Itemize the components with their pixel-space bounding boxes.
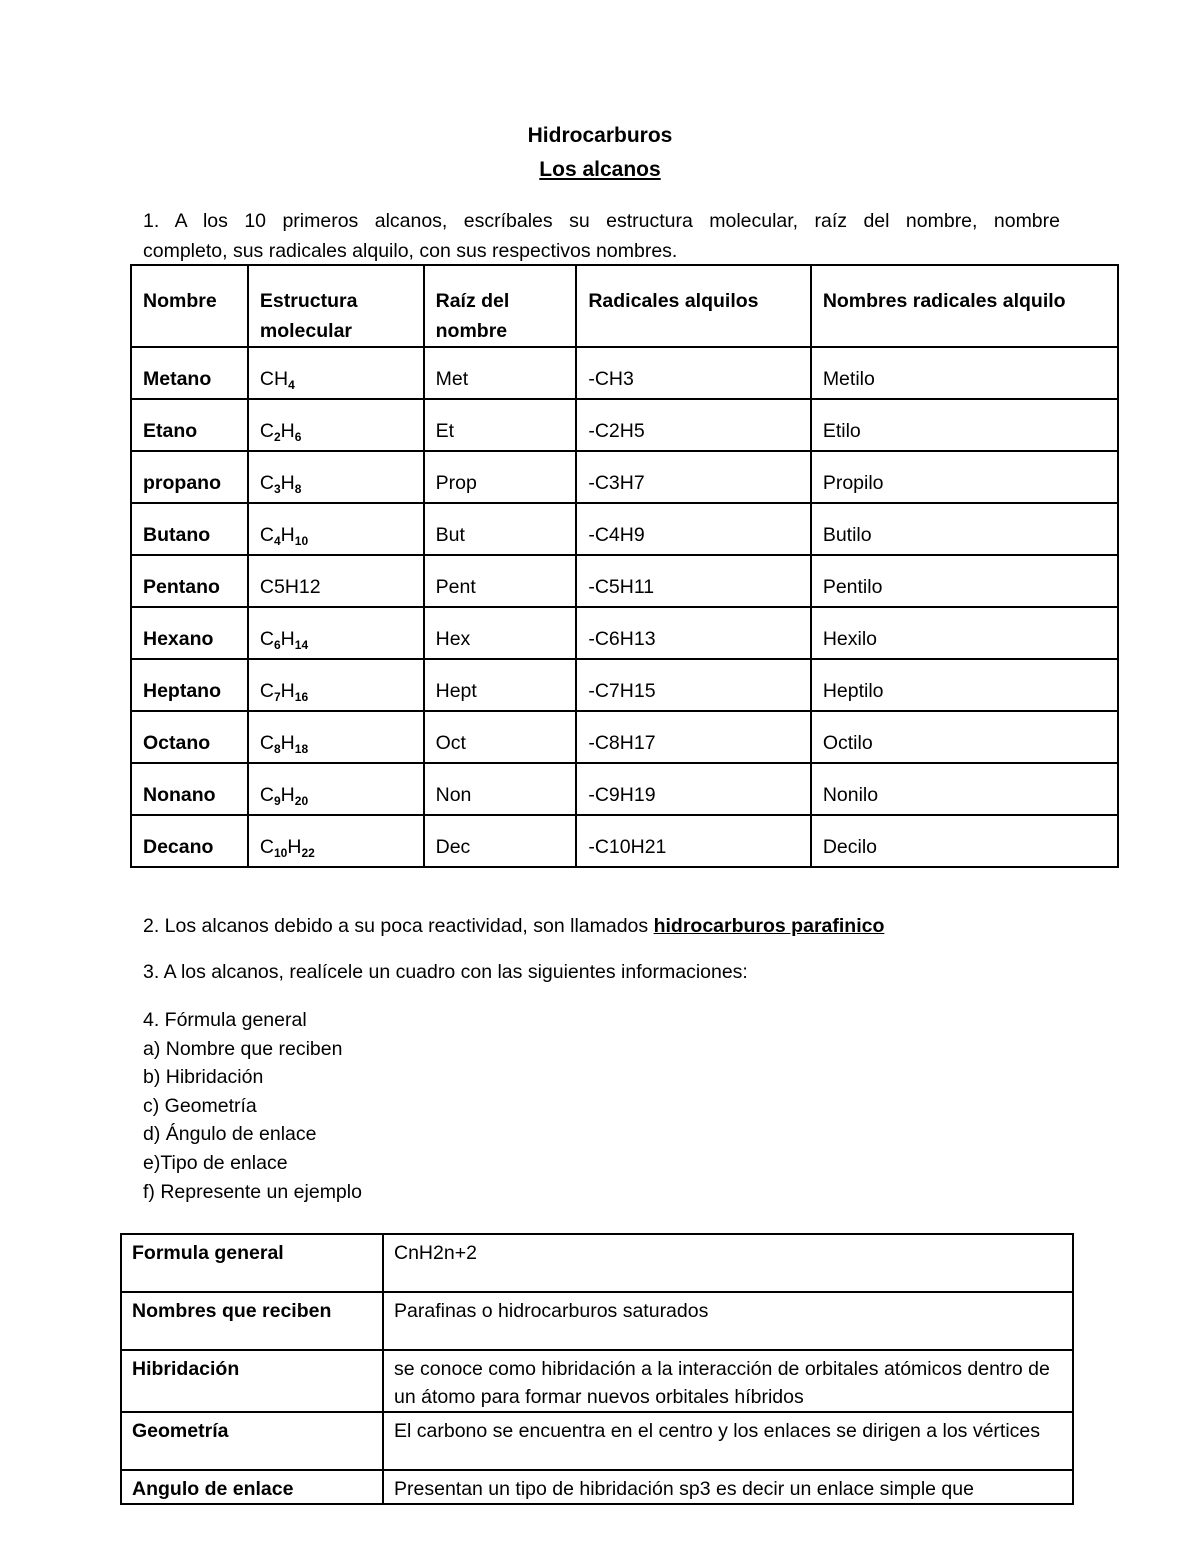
alkane-root-cell: Dec [424,815,577,867]
alkane-root-cell: Hept [424,659,577,711]
alkane-info-table [120,1233,1074,1505]
table-row [131,659,1118,711]
alkane-formula-cell [248,399,424,451]
alkane-name-cell: Nonano [131,763,248,815]
alkane-root-cell: Prop [424,451,577,503]
formula-element: H [280,420,295,442]
alkane-formula-cell [248,815,424,867]
question-1 [143,206,1060,266]
document-title: Hidrocarburos [527,124,673,147]
alkanes-table [130,264,1119,868]
alkane-name-cell: propano [131,451,248,503]
header-raiz-line-2: nombre [435,320,508,342]
question-1-line-2: completo, sus radicales alquilo, con sus respectivos nombres. [143,240,678,262]
formula-subscript: 8 [294,482,302,496]
formula-subscript: 16 [294,690,309,704]
table-row [121,1350,1073,1412]
alkyl-radical-name-cell: Propilo [811,451,1118,503]
formula-subscript: 4 [273,534,281,548]
info-value-cell: Presentan un tipo de hibridación sp3 es decir un enlace simple que [383,1470,1073,1504]
question-2 [143,912,884,940]
alkyl-radical-name-cell: Hexilo [811,607,1118,659]
alkane-root-cell: Oct [424,711,577,763]
alkane-name-cell: Hexano [131,607,248,659]
formula-element: C [259,628,274,650]
formula-element: C [259,680,274,702]
list-item: a) Nombre que reciben [143,1037,343,1060]
alkyl-radical-name-cell: Etilo [811,399,1118,451]
alkyl-radical-cell: -C10H21 [576,815,810,867]
info-value-cell: Parafinas o hidrocarburos saturados [383,1292,1073,1350]
alkane-root-cell: Hex [424,607,577,659]
table-row [131,763,1118,815]
alkyl-radical-cell: -C8H17 [576,711,810,763]
table-row [131,815,1118,867]
alkyl-radical-name-cell: Metilo [811,347,1118,399]
list-item: e)Tipo de enlace [143,1151,288,1174]
header-raiz [424,265,577,347]
formula-subscript: 7 [273,690,281,704]
question-3: 3. A los alcanos, realícele un cuadro con las siguientes informaciones: [143,961,748,983]
formula-subscript: 18 [294,742,309,756]
formula-subscript: 20 [294,794,309,808]
formula-element: H [280,472,295,494]
formula-subscript: 6 [294,430,302,444]
alkane-root-cell: Non [424,763,577,815]
formula-element: C [259,836,274,858]
alkyl-radical-cell: -C4H9 [576,503,810,555]
formula-element: C [259,524,274,546]
alkyl-radical-cell: -C3H7 [576,451,810,503]
header-estructura-line-1: Estructura [259,290,358,312]
table-row [121,1292,1073,1350]
formula-element: H [280,628,295,650]
question-2-text: 2. Los alcanos debido a su poca reactividad, son llamados [143,915,654,937]
formula-element: C [259,368,274,390]
alkane-formula-cell [248,711,424,763]
alkane-name-cell: Metano [131,347,248,399]
alkane-formula-cell [248,555,424,607]
formula-element: H [280,784,295,806]
alkane-root-cell: Et [424,399,577,451]
alkyl-radical-cell: -C7H15 [576,659,810,711]
formula-subscript: 8 [273,742,281,756]
formula-element: H [273,368,289,390]
requirements-list [143,1006,362,1206]
info-key-cell: Geometría [121,1412,383,1470]
formula-subscript: 10 [294,534,309,548]
header-raiz-line-1: Raíz del [435,290,510,312]
info-value-cell: El carbono se encuentra en el centro y los enlaces se dirigen a los vértices [383,1412,1073,1470]
list-item: d) Ángulo de enlace [143,1123,317,1146]
alkane-formula-cell [248,503,424,555]
alkyl-radical-name-cell: Nonilo [811,763,1118,815]
alkyl-radical-cell: -CH3 [576,347,810,399]
alkane-formula-cell [248,451,424,503]
header-radicales: Radicales alquilos [576,265,810,347]
info-key-cell: Hibridación [121,1350,383,1412]
alkane-name-cell: Pentano [131,555,248,607]
alkane-name-cell: Etano [131,399,248,451]
alkyl-radical-name-cell: Butilo [811,503,1118,555]
alkyl-radical-cell: -C2H5 [576,399,810,451]
alkane-name-cell: Butano [131,503,248,555]
table-row [121,1470,1073,1504]
formula-subscript: 22 [301,846,315,860]
alkyl-radical-name-cell: Octilo [811,711,1118,763]
header-nombres-radicales: Nombres radicales alquilo [811,265,1118,347]
formula-element: H [280,680,295,702]
question-2-answer: hidrocarburos parafinico [653,915,885,937]
formula-subscript: 2 [273,430,281,444]
alkyl-radical-cell: -C9H19 [576,763,810,815]
info-value-cell: se conoce como hibridación a la interacción de orbitales atómicos dentro de un átomo para formar nuevos orbitales híbridos [383,1350,1073,1412]
formula-element: C5H12 [259,576,321,598]
formula-subscript: 9 [273,794,281,808]
alkane-root-cell: But [424,503,577,555]
table-row [121,1234,1073,1292]
formula-subscript: 4 [288,378,295,392]
info-value-cell: CnH2n+2 [383,1234,1073,1292]
table-row [131,399,1118,451]
alkanes-table-header [131,265,1118,347]
alkane-name-cell: Heptano [131,659,248,711]
table-row [131,503,1118,555]
table-row [131,607,1118,659]
table-row [131,451,1118,503]
table-row [131,555,1118,607]
alkane-formula-cell [248,607,424,659]
table-row [121,1412,1073,1470]
list-item: 4. Fórmula general [143,1009,307,1031]
alkyl-radical-name-cell: Decilo [811,815,1118,867]
document-subtitle: Los alcanos [539,158,661,181]
header-nombre: Nombre [131,265,248,347]
info-key-cell: Nombres que reciben [121,1292,383,1350]
alkane-formula-cell [248,659,424,711]
alkane-formula-cell [248,347,424,399]
list-item: f) Represente un ejemplo [143,1180,362,1203]
info-key-cell: Angulo de enlace [121,1470,383,1504]
formula-subscript: 6 [273,638,281,652]
table-row [131,347,1118,399]
formula-subscript: 14 [294,638,309,652]
table-row [131,711,1118,763]
alkyl-radical-cell: -C6H13 [576,607,810,659]
info-key-cell: Formula general [121,1234,383,1292]
alkane-formula-cell [248,763,424,815]
list-item: b) Hibridación [143,1066,264,1089]
alkyl-radical-name-cell: Heptilo [811,659,1118,711]
alkane-root-cell: Met [424,347,577,399]
formula-element: H [280,732,295,754]
formula-subscript: 10 [273,846,288,860]
header-estructura-line-2: molecular [259,320,353,342]
alkyl-radical-cell: -C5H11 [576,555,810,607]
question-1-line-1: 1. A los 10 primeros alcanos, escríbales su estructura molecular, raíz del nombre, nombre [143,210,1060,232]
formula-element: C [259,732,274,754]
alkane-name-cell: Octano [131,711,248,763]
formula-element: H [287,836,302,858]
header-estructura [248,265,424,347]
formula-element: C [259,784,274,806]
list-item: c) Geometría [143,1094,257,1117]
alkane-root-cell: Pent [424,555,577,607]
formula-element: C [259,472,274,494]
formula-element: C [259,420,274,442]
formula-element: H [280,524,295,546]
formula-subscript: 3 [273,482,281,496]
alkyl-radical-name-cell: Pentilo [811,555,1118,607]
alkane-name-cell: Decano [131,815,248,867]
